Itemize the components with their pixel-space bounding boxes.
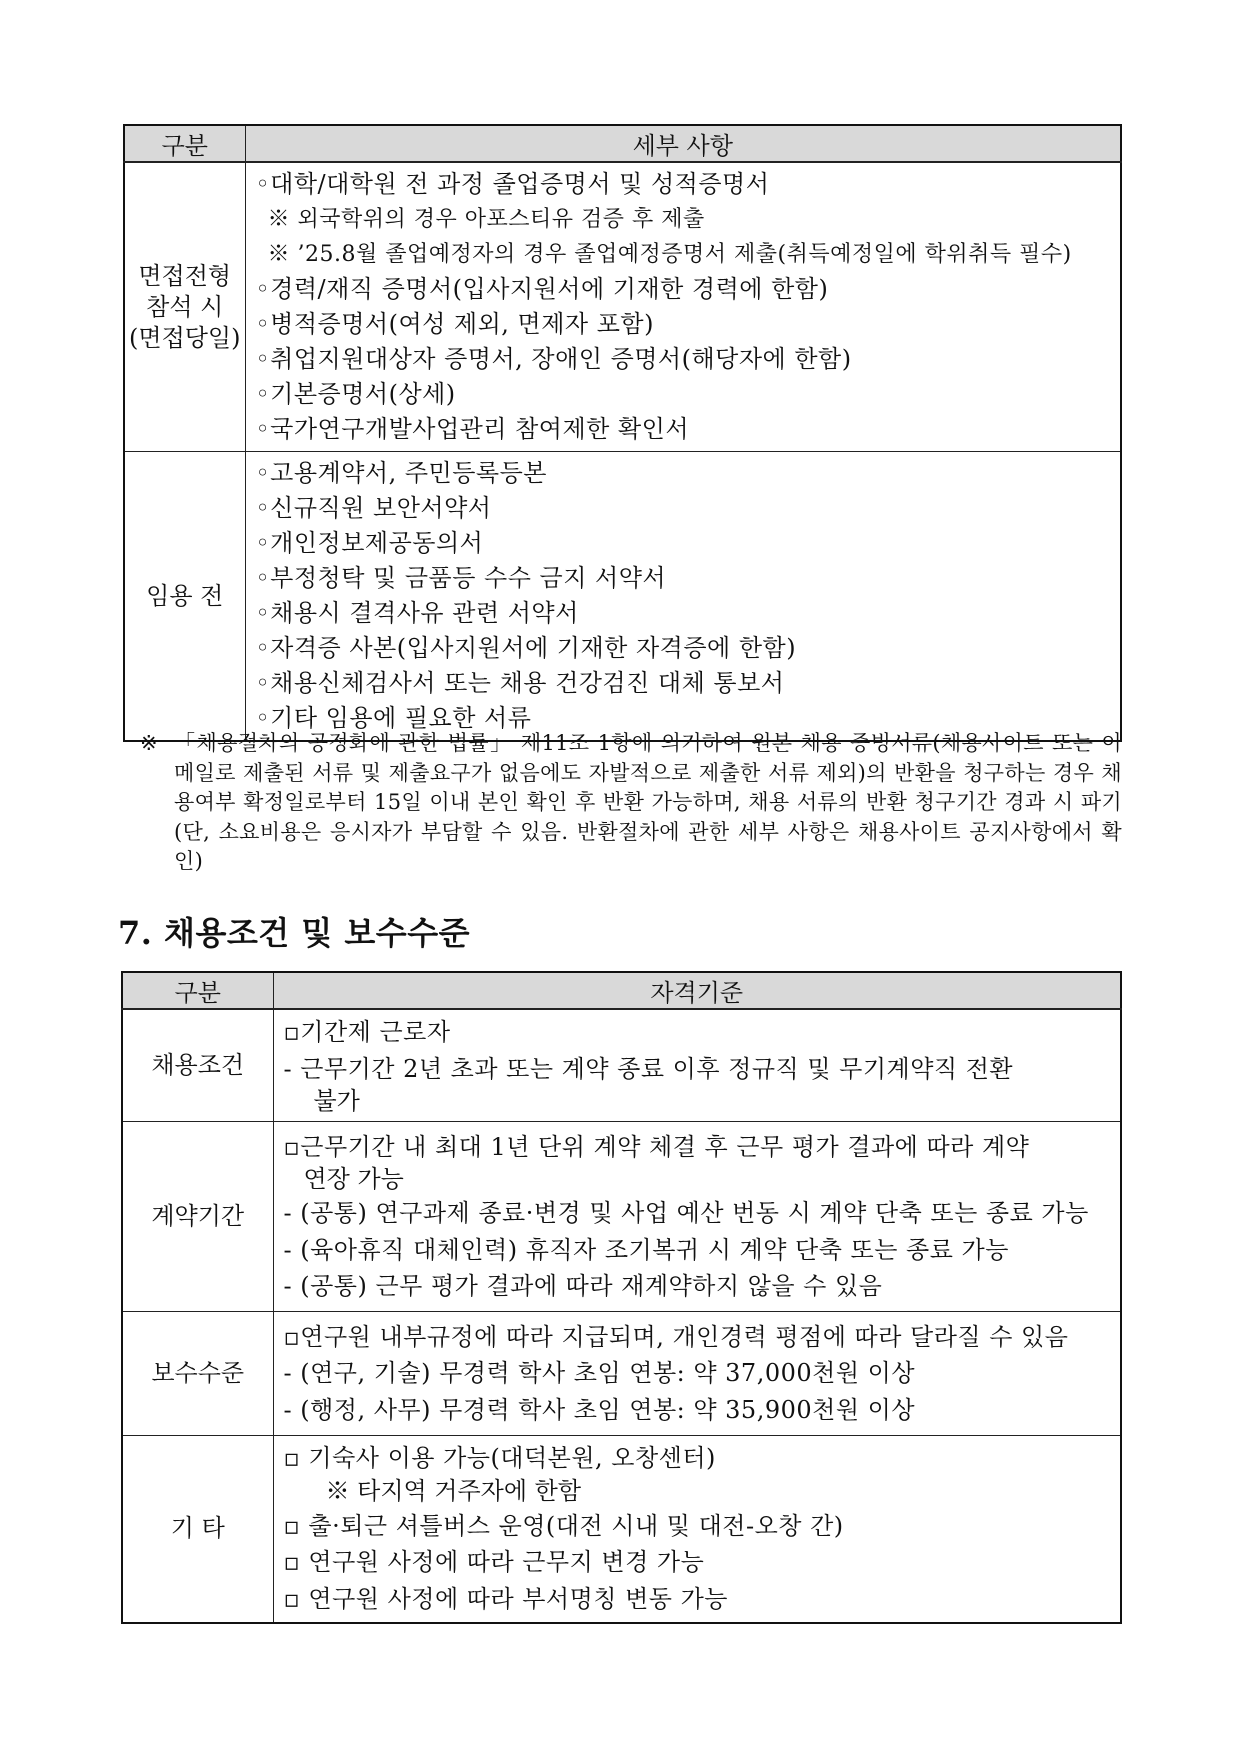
list-item: - (육아휴직 대체인력) 휴직자 조기복귀 시 계약 단축 또는 종료 가능	[283, 1235, 1009, 1264]
note-mark: ※	[140, 731, 158, 755]
list-item: ▫ 출·퇴근 셔틀버스 운영(대전 시내 및 대전-오창 간)	[283, 1511, 844, 1540]
list-item: ▫ 연구원 사정에 따라 근무지 변경 가능	[283, 1548, 705, 1577]
header-category: 구분	[122, 972, 273, 1009]
row-category-before-appointment: 임용 전	[124, 452, 245, 742]
list-item: ◦병적증명서(여성 제외, 면제자 포함)	[255, 310, 654, 338]
required-documents-table	[123, 124, 1122, 742]
list-item: - (연구, 기술) 무경력 학사 초임 연봉: 약 37,000천원 이상	[283, 1359, 915, 1388]
table-row	[124, 452, 1121, 742]
header-category: 구분	[124, 125, 245, 162]
header-criteria: 자격기준	[273, 972, 1121, 1009]
row-category-salary: 보수수준	[122, 1312, 273, 1436]
row-details-before-appointment	[245, 452, 1121, 742]
list-item: ▫근무기간 내 최대 1년 단위 계약 체결 후 근무 평가 결과에 따라 계약	[283, 1132, 1030, 1161]
list-item: ◦취업지원대상자 증명서, 장애인 증명서(해당자에 한함)	[255, 345, 852, 373]
list-item: - (행정, 사무) 무경력 학사 초임 연봉: 약 35,900천원 이상	[283, 1395, 915, 1424]
row-details-salary	[273, 1312, 1121, 1436]
list-item: ◦자격증 사본(입사지원서에 기재한 자격증에 한함)	[255, 634, 797, 662]
list-item-continuation: 불가	[313, 1087, 360, 1115]
list-item: ▫기간제 근로자	[283, 1018, 451, 1046]
row-category-other: 기 타	[122, 1436, 273, 1623]
table-row	[122, 1436, 1121, 1623]
table-row	[122, 1009, 1121, 1122]
row-category-employment: 채용조건	[122, 1009, 273, 1122]
list-item: ▫ 연구원 사정에 따라 부서명칭 변동 가능	[283, 1584, 728, 1613]
list-item: - (공통) 연구과제 종료·변경 및 사업 예산 번동 시 계약 단축 또는 종료 가능	[283, 1199, 1089, 1227]
document-return-note	[140, 729, 1122, 877]
list-item-continuation: 연장 가능	[303, 1165, 404, 1193]
list-item: - 근무기간 2년 초과 또는 계약 종료 이후 정규직 및 무기계약직 전환	[283, 1054, 1014, 1083]
list-item: ▫ 기숙사 이용 가능(대덕본원, 오창센터)	[283, 1444, 716, 1473]
list-item: ◦부정청탁 및 금품등 수수 금지 서약서	[255, 564, 667, 592]
list-item: ◦채용시 결격사유 관련 서약서	[255, 599, 579, 627]
row-details-contract-period	[273, 1122, 1121, 1312]
list-note: ※ 타지역 거주자에 한함	[325, 1476, 582, 1505]
list-item: ◦대학/대학원 전 과정 졸업증명서 및 성적증명서	[255, 170, 770, 198]
table-header-row	[122, 972, 1121, 1009]
table-header-row	[124, 125, 1121, 162]
section-title: 7. 채용조건 및 보수수준	[118, 914, 471, 952]
list-item: ◦기본증명서(상세)	[255, 380, 456, 408]
row-details-interview	[245, 162, 1121, 452]
list-item: ◦국가연구개발사업관리 참여제한 확인서	[255, 415, 690, 443]
note-text: 「채용절차의 공정화에 관한 법률」 제11조 1항에 의거하여 원본 채용 증빙서류(채용사이트 또는 이메일로 제출된 서류 및 제출요구가 없음에도 자발적으로 제출한 서류 제외)의 반환을 청구하는 경우 채용여부 확정일로부터 15일 이내 본인 확인 후 반환 가능하며, 채용 서류의 반환 청구기간 경과 시 파기(단, 소요비용은 응시자가 부담할 수 있음. 반환절차에 관한 세부 사항은 채용사이트 공지사항에서 확인)	[174, 731, 1122, 873]
table-row	[122, 1312, 1121, 1436]
header-details: 세부 사항	[245, 125, 1121, 162]
list-item: ◦개인정보제공동의서	[255, 529, 484, 557]
row-category-interview: 면접전형 참석 시 (면접당일)	[124, 162, 245, 452]
row-details-other	[273, 1436, 1121, 1623]
list-item: ◦고용계약서, 주민등록등본	[255, 459, 547, 487]
employment-conditions-table	[121, 971, 1122, 1624]
table-row	[122, 1122, 1121, 1312]
table-row	[124, 162, 1121, 452]
row-category-contract-period: 계약기간	[122, 1122, 273, 1312]
list-item: ◦채용신체검사서 또는 채용 건강검진 대체 통보서	[255, 669, 785, 697]
list-item: ◦경력/재직 증명서(입사지원서에 기재한 경력에 한함)	[255, 275, 829, 303]
list-note: ※ ’25.8월 졸업예정자의 경우 졸업예정증명서 제출(취득예정일에 학위취득 필수)	[267, 242, 1072, 267]
row-details-employment	[273, 1009, 1121, 1122]
list-item: ◦기타 임용에 필요한 서류	[255, 704, 532, 732]
list-item: ◦신규직원 보안서약서	[255, 494, 492, 522]
list-item: ▫연구원 내부규정에 따라 지급되며, 개인경력 평점에 따라 달라질 수 있음	[283, 1322, 1069, 1351]
list-item: - (공통) 근무 평가 결과에 따라 재계약하지 않을 수 있음	[283, 1272, 883, 1300]
list-note: ※ 외국학위의 경우 아포스티유 검증 후 제출	[267, 207, 705, 232]
